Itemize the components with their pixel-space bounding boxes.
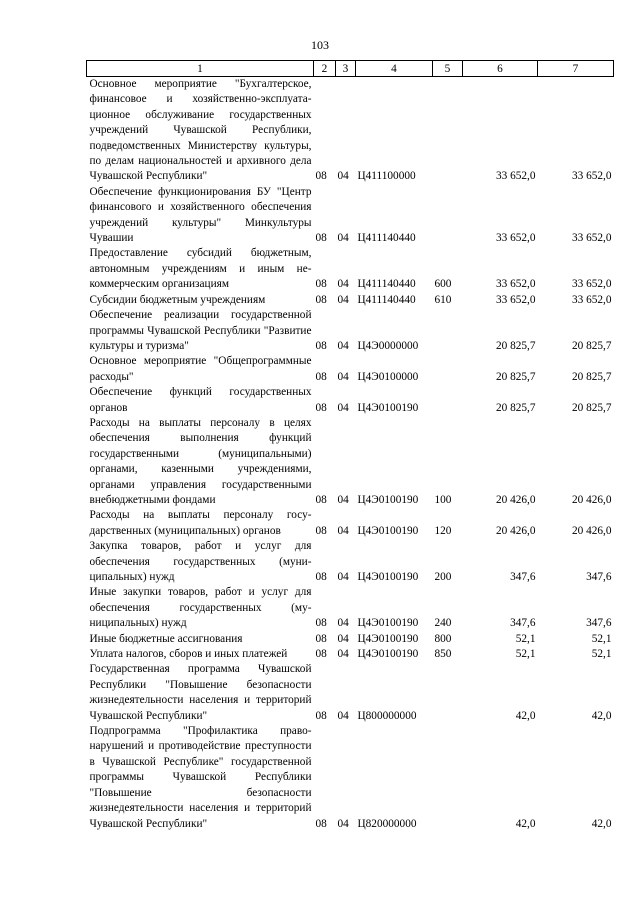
target-article-cell: Ц4Э0100190 [357, 493, 419, 506]
column-header: 5 [433, 61, 463, 77]
table-row [87, 662, 614, 724]
amount-year1-cell: 20 825,7 [495, 401, 536, 414]
row-name-cell: Иные бюджетные ассигнования [89, 632, 243, 645]
row-name-cell: Подпрограмма "Профилактика правонарушений и противодействие преступности в Чувашской Республике" государственной программы Чувашской Республики "Повышение безопасности жизнедеятельности населения и территорий Чувашской Республики" [89, 725, 312, 830]
expense-type-cell: 600 [434, 278, 452, 291]
expense-type-cell [433, 724, 463, 832]
expense-type-cell [433, 77, 463, 185]
budget-table [86, 60, 614, 832]
section-code-cell: 08 [315, 617, 327, 630]
amount-year2-cell: 20 825,7 [571, 370, 612, 383]
expense-type-cell: 240 [434, 617, 452, 630]
amount-year1-cell: 33 652,0 [495, 232, 536, 245]
table-row [87, 385, 614, 416]
amount-year2-cell: 52,1 [591, 648, 612, 661]
subsection-code-cell: 04 [337, 632, 349, 645]
section-code-cell: 08 [315, 571, 327, 583]
amount-year2-cell: 20 825,7 [571, 401, 612, 414]
amount-year2-cell: 52,1 [591, 632, 612, 645]
section-code-cell: 08 [315, 709, 327, 722]
target-article-cell: Ц4Э0000000 [357, 339, 419, 352]
amount-year1-cell: 33 652,0 [495, 278, 536, 291]
expense-type-cell [433, 354, 463, 385]
amount-year2-cell: 33 652,0 [571, 278, 612, 291]
amount-year2-cell: 20 825,7 [571, 339, 612, 352]
row-name-cell: Предоставление субсидий бюджетным, автономным учреждениям и иным некоммерческим организациям [89, 247, 312, 291]
amount-year2-cell: 42,0 [591, 817, 612, 830]
subsection-code-cell: 04 [337, 170, 349, 183]
subsection-code-cell: 04 [337, 524, 349, 537]
target-article-cell: Ц4Э0100190 [357, 571, 419, 583]
table-row [87, 632, 614, 647]
target-article-cell: Ц411100000 [357, 170, 416, 183]
expense-type-cell: 200 [434, 571, 452, 583]
table-row [87, 77, 614, 185]
section-code-cell: 08 [315, 232, 327, 245]
subsection-code-cell: 04 [337, 232, 349, 245]
target-article-cell: Ц4Э0100190 [357, 524, 419, 537]
row-name-cell: Обеспечение функционирования БУ "Центр финансового и хозяйственного обеспечения учреждений культуры" Минкультуры Чувашии [89, 185, 312, 245]
amount-year2-cell: 347,6 [586, 571, 612, 583]
subsection-code-cell: 04 [337, 370, 349, 383]
amount-year1-cell: 20 825,7 [495, 370, 536, 383]
expense-type-cell [433, 308, 463, 354]
target-article-cell: Ц800000000 [357, 709, 417, 722]
table-row [87, 508, 614, 539]
section-code-cell: 08 [315, 401, 327, 414]
column-header: 4 [356, 61, 433, 77]
target-article-cell: Ц411140440 [357, 278, 416, 291]
table-row [87, 308, 614, 354]
section-code-cell: 08 [315, 524, 327, 537]
row-name-cell: Государственная программа Чувашской Республики "Повышение безопасности жизнедеятельности населения и территорий Чувашской Республики" [89, 663, 312, 722]
table-row [87, 585, 614, 631]
expense-type-cell [433, 185, 463, 247]
row-name-cell: Уплата налогов, сборов и иных платежей [89, 648, 288, 661]
subsection-code-cell: 04 [337, 571, 349, 583]
row-name-cell: Основное мероприятие "Бухгалтерское, финансовое и хозяйственно-эксплуатационное обслуживание государственных учреждений Чувашской Республики, подведомственных Министерству культуры, по делам национальностей и архивного дела Чувашской Республики" [89, 78, 312, 183]
target-article-cell: Ц411140440 [357, 293, 416, 306]
amount-year1-cell: 20 426,0 [495, 493, 536, 506]
column-header: 7 [538, 61, 614, 77]
table-row [87, 354, 614, 385]
amount-year1-cell: 20 825,7 [495, 339, 536, 352]
row-name-cell: Обеспечение реализации государственной программы Чувашской Республики "Развитие культуры и туризма" [89, 309, 312, 352]
row-name-cell: Расходы на выплаты персоналу государственных (муниципальных) органов [89, 509, 312, 537]
row-name-cell: Обеспечение функций государственных органов [89, 386, 312, 414]
target-article-cell: Ц4Э0100190 [357, 632, 419, 645]
subsection-code-cell: 04 [337, 709, 349, 722]
table-row [87, 185, 614, 247]
amount-year2-cell: 33 652,0 [571, 170, 612, 183]
target-article-cell: Ц4Э0100000 [357, 370, 419, 383]
subsection-code-cell: 04 [337, 648, 349, 661]
page-number: 103 [311, 38, 329, 52]
subsection-code-cell: 04 [337, 617, 349, 630]
row-name-cell: Закупка товаров, работ и услуг для обеспечения государственных (муниципальных) нужд [89, 540, 312, 583]
amount-year1-cell: 52,1 [515, 648, 536, 661]
target-article-cell: Ц4Э0100190 [357, 648, 419, 661]
amount-year1-cell: 52,1 [515, 632, 536, 645]
column-number-header [87, 61, 614, 77]
section-code-cell: 08 [315, 278, 327, 291]
target-article-cell: Ц411140440 [357, 232, 416, 245]
subsection-code-cell: 04 [337, 339, 349, 352]
column-header: 2 [314, 61, 336, 77]
amount-year1-cell: 20 426,0 [495, 524, 536, 537]
amount-year1-cell: 347,6 [510, 571, 536, 583]
amount-year2-cell: 33 652,0 [571, 232, 612, 245]
table-row [87, 293, 614, 308]
row-name-cell: Расходы на выплаты персоналу в целях обеспечения выполнения функций государственными (муниципальными) органами, казенными учреждениями, органами управления государственными внебюджетными фондами [89, 416, 312, 506]
expense-type-cell: 120 [434, 524, 452, 537]
section-code-cell: 08 [315, 170, 327, 183]
target-article-cell: Ц4Э0100190 [357, 617, 419, 630]
row-name-cell: Иные закупки товаров, работ и услуг для обеспечения государственных (муниципальных) нужд [89, 586, 312, 630]
amount-year2-cell: 42,0 [591, 709, 612, 722]
target-article-cell: Ц4Э0100190 [357, 401, 419, 414]
section-code-cell: 08 [315, 817, 327, 830]
table-row [87, 246, 614, 292]
column-header: 3 [336, 61, 356, 77]
section-code-cell: 08 [315, 493, 327, 506]
amount-year2-cell: 20 426,0 [571, 524, 612, 537]
column-header: 6 [463, 61, 538, 77]
column-header: 1 [87, 61, 314, 77]
amount-year1-cell: 347,6 [510, 617, 536, 630]
amount-year2-cell: 347,6 [586, 617, 612, 630]
row-name-cell: Основное мероприятие "Общепрограммные расходы" [89, 355, 312, 383]
section-code-cell: 08 [315, 632, 327, 645]
section-code-cell: 08 [315, 648, 327, 661]
section-code-cell: 08 [315, 339, 327, 352]
row-name-cell: Субсидии бюджетным учреждениям [89, 293, 266, 306]
expense-type-cell [433, 385, 463, 416]
amount-year1-cell: 33 652,0 [495, 170, 536, 183]
subsection-code-cell: 04 [337, 817, 349, 830]
section-code-cell: 08 [315, 293, 327, 306]
subsection-code-cell: 04 [337, 493, 349, 506]
amount-year2-cell: 20 426,0 [571, 493, 612, 506]
expense-type-cell: 800 [434, 632, 452, 645]
target-article-cell: Ц820000000 [357, 817, 417, 830]
table-row [87, 416, 614, 508]
amount-year2-cell: 33 652,0 [571, 293, 612, 306]
amount-year1-cell: 33 652,0 [495, 293, 536, 306]
table-row [87, 724, 614, 832]
table-row [87, 647, 614, 662]
amount-year1-cell: 42,0 [515, 817, 536, 830]
budget-table-body [87, 77, 614, 832]
subsection-code-cell: 04 [337, 401, 349, 414]
amount-year1-cell: 42,0 [515, 709, 536, 722]
subsection-code-cell: 04 [337, 293, 349, 306]
expense-type-cell [433, 662, 463, 724]
expense-type-cell: 610 [434, 293, 452, 306]
table-row [87, 539, 614, 585]
expense-type-cell: 850 [434, 648, 452, 661]
section-code-cell: 08 [315, 370, 327, 383]
expense-type-cell: 100 [434, 493, 452, 506]
subsection-code-cell: 04 [337, 278, 349, 291]
